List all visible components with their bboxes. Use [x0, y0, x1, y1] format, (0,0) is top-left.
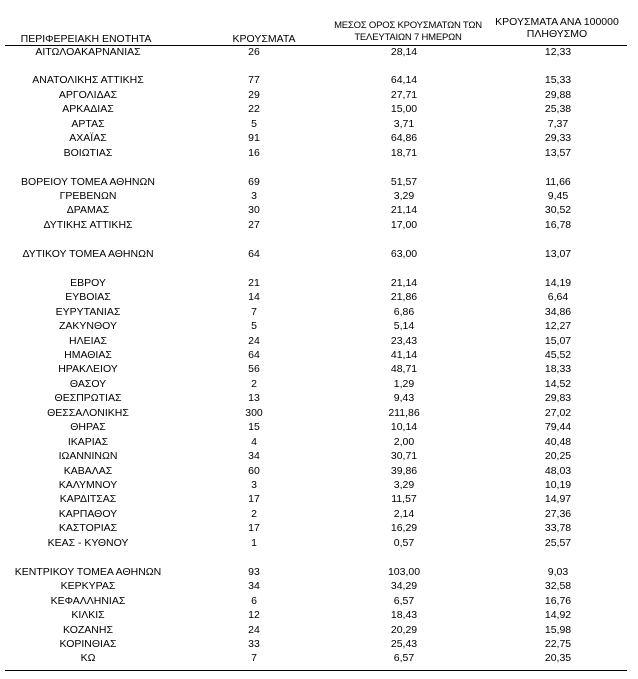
region-cell: ΗΛΕΙΑΣ — [68, 334, 107, 347]
bottom-divider — [5, 670, 627, 671]
table-row — [0, 521, 638, 535]
region-cell: ΒΟΡΕΙΟΥ ΤΟΜΕΑ ΑΘΗΝΩΝ — [21, 175, 155, 188]
table-row — [0, 276, 638, 290]
table-row — [0, 391, 638, 405]
region-cell: ΚΕΝΤΡΙΚΟΥ ΤΟΜΕΑ ΑΘΗΝΩΝ — [14, 565, 162, 578]
cases-cell: 5 — [251, 117, 257, 130]
region-cell: ΚΕΦΑΛΛΗΝΙΑΣ — [50, 594, 126, 607]
table-row — [0, 536, 638, 550]
avg-7-days-cell: 103,00 — [387, 565, 421, 578]
per-100k-cell: 40,48 — [544, 435, 572, 448]
region-cell: ΚΑΒΑΛΑΣ — [63, 464, 113, 477]
per-100k-cell: 15,33 — [544, 74, 572, 87]
avg-7-days-cell: 6,86 — [393, 305, 415, 318]
per-100k-cell: 45,52 — [544, 348, 572, 361]
per-100k-cell: 14,19 — [544, 276, 572, 289]
avg-7-days-cell: 15,00 — [390, 103, 418, 116]
header-per100k-line1: ΚΡΟΥΣΜΑΤΑ ΑΝΑ 100000 — [495, 16, 619, 28]
table-row — [0, 88, 638, 102]
cases-cell: 12 — [248, 609, 260, 622]
region-cell: ΚΑΣΤΟΡΙΑΣ — [58, 522, 118, 535]
cases-cell: 17 — [248, 493, 260, 506]
region-cell: ΑΡΓΟΛΙΔΑΣ — [58, 88, 118, 101]
region-cell: ΚΙΛΚΙΣ — [71, 609, 105, 622]
per-100k-cell: 13,07 — [544, 247, 572, 260]
cases-cell: 60 — [248, 464, 260, 477]
per-100k-cell: 20,35 — [544, 652, 572, 665]
per-100k-cell: 79,44 — [544, 421, 572, 434]
table-row — [0, 623, 638, 637]
cases-cell: 29 — [248, 88, 260, 101]
per-100k-cell: 29,33 — [544, 132, 572, 145]
cases-cell: 1 — [251, 536, 257, 549]
table-row — [0, 637, 638, 651]
per-100k-cell: 29,83 — [544, 392, 572, 405]
header-region: ΠΕΡΙΦΕΡΕΙΑΚΗ ΕΝΟΤΗΤΑ — [20, 33, 152, 45]
table-row — [0, 362, 638, 376]
avg-7-days-cell: 63,00 — [390, 247, 418, 260]
header-cases: ΚΡΟΥΣΜΑΤΑ — [232, 33, 296, 45]
table-row — [0, 377, 638, 391]
table-row — [0, 406, 638, 420]
per-100k-cell: 18,33 — [544, 363, 572, 376]
cases-cell: 17 — [248, 522, 260, 535]
table-row — [0, 305, 638, 319]
region-cell: ΑΡΤΑΣ — [71, 117, 105, 130]
avg-7-days-cell: 10,14 — [390, 421, 418, 434]
avg-7-days-cell: 3,29 — [393, 190, 415, 202]
avg-7-days-cell: 64,14 — [390, 74, 418, 87]
cases-cell: 26 — [248, 45, 260, 58]
region-cell: ΘΑΣΟΥ — [69, 377, 107, 390]
region-cell: ΙΩΑΝΝΙΝΩΝ — [58, 450, 118, 463]
cases-cell: 4 — [251, 435, 257, 448]
region-cell: ΘΗΡΑΣ — [70, 421, 106, 434]
per-100k-cell: 11,66 — [545, 175, 571, 188]
cases-cell: 16 — [248, 146, 260, 159]
region-cell: ΚΩ — [80, 652, 96, 665]
region-cell: ΕΥΒΟΙΑΣ — [65, 291, 111, 304]
table-row — [0, 651, 638, 665]
per-100k-cell: 16,78 — [544, 218, 572, 231]
avg-7-days-cell: 21,14 — [390, 204, 418, 217]
region-cell: ΚΟΖΑΝΗΣ — [63, 623, 113, 636]
table-row — [0, 175, 638, 189]
table-row — [0, 189, 638, 203]
table-row — [0, 334, 638, 348]
cases-cell: 24 — [248, 334, 260, 347]
header-avg-line2: ΤΕΛΕΥΤΑΙΩΝ 7 ΗΜΕΡΩΝ — [354, 32, 462, 43]
per-100k-cell: 25,38 — [544, 103, 572, 116]
per-100k-cell: 22,75 — [544, 637, 572, 650]
per-100k-cell: 30,52 — [544, 204, 572, 217]
table-row — [0, 131, 638, 145]
region-cell: ΚΑΛΥΜΝΟΥ — [58, 479, 118, 491]
region-cell: ΘΕΣΠΡΩΤΙΑΣ — [54, 392, 122, 405]
table-row — [0, 146, 638, 160]
region-cell: ΒΟΙΩΤΙΑΣ — [63, 146, 113, 159]
avg-7-days-cell: 23,43 — [390, 334, 418, 347]
per-100k-cell: 14,97 — [544, 493, 572, 506]
region-cell: ΓΡΕΒΕΝΩΝ — [59, 190, 117, 202]
region-cell: ΖΑΚΥΝΘΟΥ — [58, 320, 117, 333]
region-cell: ΑΙΤΩΛΟΑΚΑΡΝΑΝΙΑΣ — [35, 45, 141, 58]
cases-cell: 64 — [248, 348, 260, 361]
table-row — [0, 247, 638, 261]
avg-7-days-cell: 6,57 — [393, 652, 415, 665]
avg-7-days-cell: 28,14 — [390, 45, 418, 58]
cases-cell: 77 — [248, 74, 260, 87]
avg-7-days-cell: 5,14 — [393, 320, 415, 333]
per-100k-cell: 7,37 — [547, 117, 569, 130]
table-row — [0, 464, 638, 478]
per-100k-cell: 32,58 — [544, 580, 572, 593]
cases-cell: 7 — [251, 652, 257, 665]
per-100k-cell: 20,25 — [544, 450, 572, 463]
avg-7-days-cell: 11,57 — [391, 493, 417, 506]
table-row — [0, 449, 638, 463]
table-row — [0, 594, 638, 608]
region-cell: ΙΚΑΡΙΑΣ — [67, 435, 109, 448]
region-cell: ΘΕΣΣΑΛΟΝΙΚΗΣ — [47, 406, 129, 419]
region-cell: ΑΝΑΤΟΛΙΚΗΣ ΑΤΤΙΚΗΣ — [32, 74, 144, 87]
cases-cell: 13 — [248, 392, 260, 405]
region-cell: ΗΡΑΚΛΕΙΟΥ — [58, 363, 118, 376]
per-100k-cell: 15,07 — [544, 334, 572, 347]
per-100k-cell: 16,76 — [544, 594, 572, 607]
cases-cell: 56 — [248, 363, 260, 376]
avg-7-days-cell: 1,29 — [393, 377, 415, 390]
per-100k-cell: 34,86 — [544, 305, 572, 318]
avg-7-days-cell: 2,14 — [393, 507, 415, 520]
avg-7-days-cell: 64,86 — [390, 132, 418, 145]
region-cell: ΑΡΚΑΔΙΑΣ — [62, 103, 114, 116]
per-100k-cell: 29,88 — [544, 88, 572, 101]
cases-cell: 30 — [248, 204, 260, 217]
cases-cell: 15 — [248, 421, 260, 434]
table-row — [0, 203, 638, 217]
cases-cell: 3 — [251, 190, 257, 202]
cases-cell: 24 — [248, 623, 260, 636]
avg-7-days-cell: 0,57 — [393, 536, 415, 549]
avg-7-days-cell: 9,43 — [393, 392, 415, 405]
avg-7-days-cell: 51,57 — [390, 175, 418, 188]
avg-7-days-cell: 18,43 — [390, 609, 418, 622]
avg-7-days-cell: 3,71 — [393, 117, 415, 130]
avg-7-days-cell: 2,00 — [393, 435, 415, 448]
per-100k-cell: 9,03 — [547, 565, 569, 578]
per-100k-cell: 27,02 — [544, 406, 572, 419]
table-row — [0, 290, 638, 304]
avg-7-days-cell: 3,29 — [393, 479, 415, 491]
table-row — [0, 319, 638, 333]
per-100k-cell: 9,45 — [547, 190, 569, 202]
cases-cell: 14 — [248, 291, 260, 304]
cases-cell: 300 — [245, 406, 263, 419]
cases-cell: 3 — [251, 479, 257, 491]
per-100k-cell: 14,92 — [544, 609, 572, 622]
per-100k-cell: 6,64 — [547, 291, 569, 304]
per-100k-cell: 25,57 — [544, 536, 572, 549]
cases-cell: 33 — [248, 637, 260, 650]
region-cell: ΕΥΡΥΤΑΝΙΑΣ — [55, 305, 121, 318]
header-per100k-line2: ΠΛΗΘΥΣΜΟ — [526, 28, 588, 40]
table-row — [0, 348, 638, 362]
table-row — [0, 102, 638, 116]
cases-cell: 64 — [248, 247, 260, 260]
avg-7-days-cell: 20,29 — [390, 623, 418, 636]
table-row — [0, 218, 638, 232]
per-100k-cell: 14,52 — [544, 377, 572, 390]
cases-cell: 93 — [248, 565, 260, 578]
cases-cell: 2 — [251, 377, 257, 390]
region-cell: ΔΥΤΙΚΗΣ ΑΤΤΙΚΗΣ — [43, 218, 133, 231]
cases-cell: 69 — [248, 175, 260, 188]
table-row — [0, 565, 638, 579]
avg-7-days-cell: 6,57 — [393, 594, 415, 607]
table-row — [0, 45, 638, 59]
region-cell: ΚΕΡΚΥΡΑΣ — [60, 580, 116, 593]
avg-7-days-cell: 48,71 — [390, 363, 418, 376]
per-100k-cell: 10,19 — [544, 479, 572, 491]
table-row — [0, 478, 638, 492]
table-row — [0, 579, 638, 593]
avg-7-days-cell: 39,86 — [390, 464, 418, 477]
cases-cell: 21 — [248, 276, 260, 289]
per-100k-cell: 48,03 — [544, 464, 572, 477]
cases-cell: 6 — [251, 594, 257, 607]
region-cell: ΑΧΑΪΑΣ — [69, 132, 107, 145]
cases-cell: 34 — [248, 450, 260, 463]
cases-cell: 91 — [248, 132, 260, 145]
region-cell: ΗΜΑΘΙΑΣ — [64, 348, 112, 361]
cases-cell: 22 — [248, 103, 260, 116]
avg-7-days-cell: 21,14 — [390, 276, 418, 289]
region-cell: ΕΒΡΟΥ — [70, 276, 106, 289]
region-cell: ΚΑΡΠΑΘΟΥ — [58, 507, 118, 520]
table-row — [0, 73, 638, 87]
per-100k-cell: 13,57 — [544, 146, 572, 159]
cases-cell: 2 — [251, 507, 257, 520]
per-100k-cell: 27,36 — [544, 507, 572, 520]
table-row — [0, 117, 638, 131]
region-cell: ΚΕΑΣ - ΚΥΘΝΟΥ — [47, 536, 129, 549]
avg-7-days-cell: 16,29 — [390, 522, 418, 535]
avg-7-days-cell: 21,86 — [390, 291, 418, 304]
table-row — [0, 492, 638, 506]
avg-7-days-cell: 27,71 — [390, 88, 418, 101]
cases-cell: 7 — [251, 305, 257, 318]
table-row — [0, 420, 638, 434]
table-row — [0, 435, 638, 449]
cases-cell: 5 — [251, 320, 257, 333]
region-cell: ΔΡΑΜΑΣ — [66, 204, 110, 217]
per-100k-cell: 15,98 — [544, 623, 572, 636]
avg-7-days-cell: 25,43 — [390, 637, 418, 650]
per-100k-cell: 33,78 — [544, 522, 572, 535]
region-cell: ΔΥΤΙΚΟΥ ΤΟΜΕΑ ΑΘΗΝΩΝ — [22, 247, 154, 260]
avg-7-days-cell: 17,00 — [390, 218, 418, 231]
region-cell: ΚΑΡΔΙΤΣΑΣ — [59, 493, 117, 506]
cases-cell: 27 — [248, 218, 260, 231]
region-cell: ΚΟΡΙΝΘΙΑΣ — [59, 637, 117, 650]
header-avg-line1: ΜΕΣΟΣ ΟΡΟΣ ΚΡΟΥΣΜΑΤΩΝ ΤΩΝ — [334, 20, 482, 31]
per-100k-cell: 12,27 — [544, 320, 572, 333]
avg-7-days-cell: 18,71 — [390, 146, 418, 159]
per-100k-cell: 12,33 — [544, 45, 572, 58]
table-row — [0, 507, 638, 521]
avg-7-days-cell: 30,71 — [390, 450, 418, 463]
cases-cell: 34 — [248, 580, 260, 593]
table-row — [0, 608, 638, 622]
avg-7-days-cell: 41,14 — [390, 348, 418, 361]
avg-7-days-cell: 34,29 — [390, 580, 418, 593]
avg-7-days-cell: 211,86 — [388, 406, 420, 419]
